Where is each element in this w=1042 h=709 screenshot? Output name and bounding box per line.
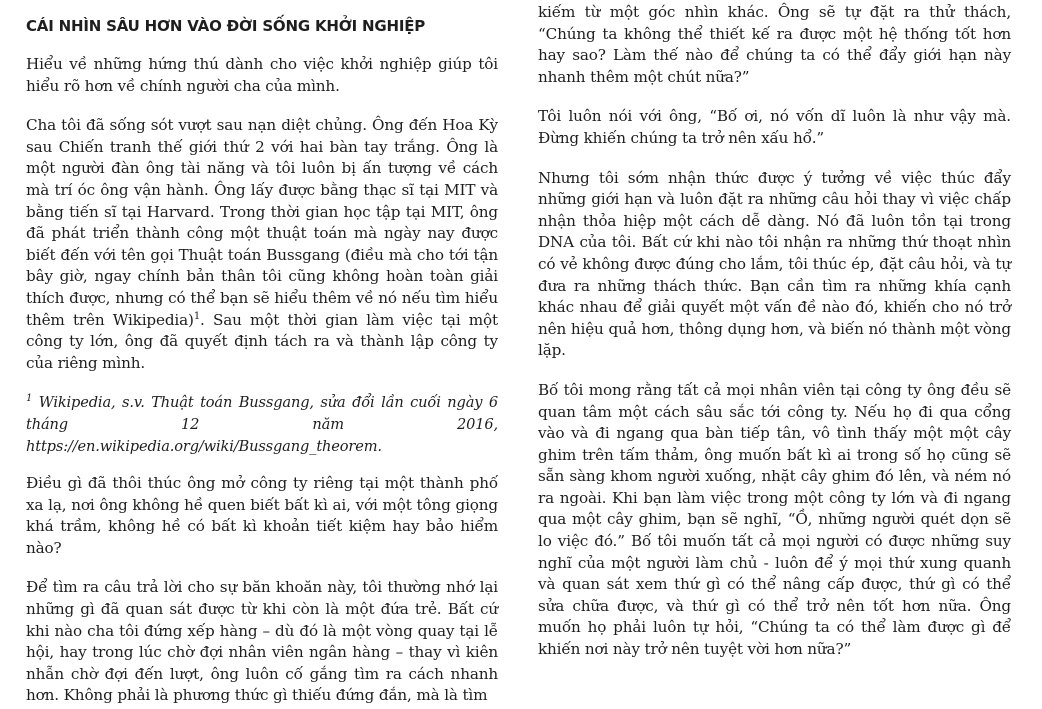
paragraph-intro: Hiểu về những hứng thú dành cho việc khởi nghiệp giúp tôi hiểu rõ hơn về chính người cha của mình. xyxy=(26,55,498,95)
paragraph-pushing-limits: Nhưng tôi sớm nhận thức được ý tưởng về việc thúc đẩy những giới hạn và luôn đặt ra những câu hỏi thay vì việc chấp nhận thỏa hiệp một cách dễ dàng. Nó đã luôn tồn tại trong DNA của tôi. Bất cứ khi nào tôi nhận ra những thứ thoạt nhìn có vẻ không được đúng cho lắm, tôi thúc ép, đặt câu hỏi, và tự đưa ra những thách thức. Bạn cần tìm ra những khía cạnh khác nhau để giải quyết một vấn đề nào đó, khiến cho nó trở nên hiệu quả hơn, thông dụng hơn, và biến nó thành một vòng lặp. xyxy=(538,168,1011,360)
left-column xyxy=(26,0,498,707)
footnote-reference: 1 xyxy=(193,310,201,322)
paragraph-childhood-memory: Để tìm ra câu trả lời cho sự băn khoăn này, tôi thường nhớ lại những gì đã quan sát được từ khi còn là một đứa trẻ. Bất cứ khi nào cha tôi đứng xếp hàng – dù đó là một vòng quay tại lễ hội, hay trong lúc chờ đợi nhân viên ngân hàng – thay vì kiên nhẫn chờ đợi đến lượt, ông luôn cố gắng tìm ra cách nhanh hơn. Không phải là phương thức gì thiếu đứng đắn, mà là tìm xyxy=(26,578,498,705)
paragraph-father-background xyxy=(26,115,498,374)
paragraph-father-background-text: Cha tôi đã sống sót vượt sau nạn diệt chủng. Ông đến Hoa Kỳ sau Chiến tranh thế giới thứ 2 với hai bàn tay trắng. Ông là một người đàn ông tài năng và tôi luôn bị ấn tượng về cách mà trí óc ông vận hành. Ông lấy được bằng thạc sĩ tại MIT và bằng tiến sĩ tại Harvard. Trong thời gian học tập tại MIT, ông đã phát triển thành công một thuật toán mà ngày nay được biết đến với tên gọi Thuật toán Bussgang (điều mà cho tới tận bây giờ, ngay chính bản thân tôi cũng không hoàn toàn giải thích được, nhưng có thể bạn sẽ hiểu thêm về nó nếu tìm hiểu thêm trên Wikipedia) xyxy=(26,116,498,329)
footnote-text: Wikipedia, s.v. Thuật toán Bussgang, sửa đổi lần cuối ngày 6 tháng 12 năm 2016, https://en.wikipedia.org/wiki/Bussgang_theorem. xyxy=(26,394,498,455)
paragraph-employees: Bố tôi mong rằng tất cả mọi nhân viên tại công ty ông đều sẽ quan tâm một cách sâu sắc tới công ty. Nếu họ đi qua cổng vào và đi ngang qua bàn tiếp tân, vô tình thấy một một cây ghim trên tấm thảm, ông muốn bất kì ai trong số họ cũng sẽ sẵn sàng khom người xuống, nhặt cây ghim đó lên, và ném nó ra ngoài. Khi bạn làm việc trong một công ty lớn và đi ngang qua một cây ghim, bạn sẽ nghĩ, “Ồ, những người quét dọn sẽ lo việc đó.” Bố tôi muốn tất cả mọi người có được những suy nghĩ của một người làm chủ - luôn để ý mọi thứ xung quanh và quan sát xem thứ gì có thể nâng cấp được, thứ gì có thể sửa chữa được, và thứ gì có thể trở nên tốt hơn nữa. Ông muốn họ phải luôn tự hỏi, “Chúng ta có thể làm được gì để khiến nơi này trở nên tuyệt vời hơn nữa?” xyxy=(538,380,1011,659)
footnote-marker: 1 xyxy=(26,393,33,405)
paragraph-continuation: kiếm từ một góc nhìn khác. Ông sẽ tự đặt ra thử thách, “Chúng ta không thể thiết kế ra được một hệ thống tốt hơn hay sao? Làm thế nào để chúng ta có thể đẩy giới hạn này nhanh thêm một chút nữa?” xyxy=(538,3,1011,86)
right-column xyxy=(538,0,1011,661)
section-heading: CÁI NHÌN SÂU HƠN VÀO ĐỜI SỐNG KHỞI NGHIỆP xyxy=(26,17,426,35)
paragraph-question: Điều gì đã thôi thúc ông mở công ty riêng tại một thành phố xa lạ, nơi ông không hề quen biết bất kì ai, với một tông giọng khá trầm, không hề có bất kì khoản tiết kiệm hay bảo hiểm nào? xyxy=(26,474,498,557)
paragraph-dialogue: Tôi luôn nói với ông, “Bố ơi, nó vốn dĩ luôn là như vậy mà. Đừng khiến chúng ta trở nên xấu hổ.” xyxy=(538,107,1011,147)
footnote xyxy=(26,392,498,457)
paragraph-father-background-tail: . Sau một thời gian làm việc tại một công ty lớn, ông đã quyết định tách ra và thành lập công ty của riêng mình. xyxy=(26,310,499,372)
